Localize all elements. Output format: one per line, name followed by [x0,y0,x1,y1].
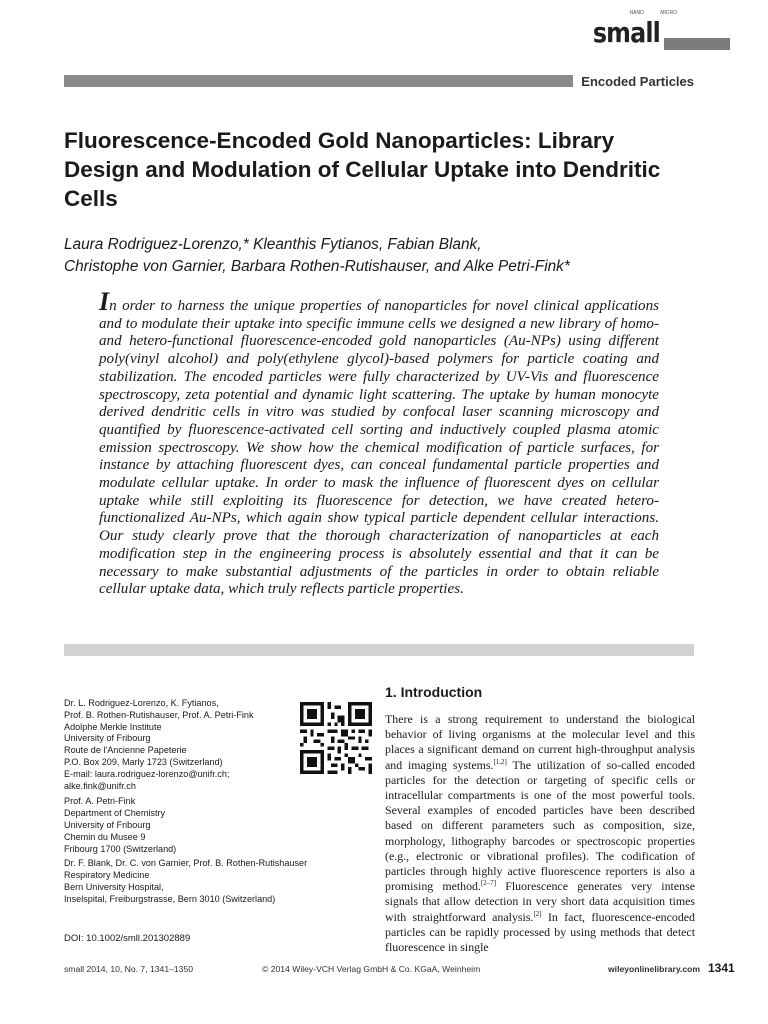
introduction-paragraph [385,712,695,955]
footer-copyright: © 2014 Wiley-VCH Verlag GmbH & Co. KGaA, Weinheim [262,964,481,974]
logo-bar [664,38,730,50]
author-list [64,234,704,278]
introduction-heading: 1. Introduction [385,684,483,700]
authors-line-2: Christophe von Garnier, Barbara Rothen-Rutishauser, and Alke Petri-Fink* [64,258,570,275]
logo-nano-text: NANO [629,10,644,16]
article-title: Fluorescence-Encoded Gold Nanoparticles: Library Design and Modulation of Cellular Uptake into Dendritic Cells [64,128,661,211]
citation-ref[interactable]: [2] [533,909,542,918]
intro-text-3: Fluorescence generates very intense signals that allow detection in very short data acquisition times with straightforward analysis. [385,879,695,924]
citation-ref[interactable]: [2–7] [480,879,497,888]
logo-micro-text: MICRO [660,10,677,16]
qr-code[interactable] [300,702,372,774]
abstract-text: n order to harness the unique properties of nanoparticles for novel clinical applications and to modulate their uptake into specific immune cells we designed a new library of homo- and hetero-functional fluorescence-encoded gold nanoparticles (Au-NPs) using different poly(vinyl alcohol) and poly(ethylene glycol)-based polymers for particle coating and stabilization. The encoded particles were fully characterized by UV-Vis and fluorescence spectroscopy, zeta potential and dynamic light scattering. The uptake by human monocyte derived dendritic cells in vitro was studied by confocal laser scanning microscopy and quantified by fluorescence-activated cell sorting and inductively coupled plasma atomic emission spectroscopy. We show how the chemical modification of particle surfaces, for instance by attaching fluorescent dyes, can conceal fundamental particle properties and modulate cellular uptake. In order to mask the influence of fluorescent dyes on cellular uptake while still exploiting its fluorescence for detection, we have created hetero-functionalized Au-NPs, which again show typical particle dependent cellular interactions. Our study clearly prove that the thorough characterization of nanoparticles at each modification step in the engineering process is absolutely essential and that it can be necessary to make substantial adjustments of the particles in order to obtain reliable cellular uptake data, which truly reflects particle properties. [99,298,659,598]
authors-line-1: Laura Rodriguez-Lorenzo,* Kleanthis Fytianos, Fabian Blank, [64,236,482,253]
affiliation-block-2: Prof. A. Petri-Fink Department of Chemistry University of Fribourg Chemin du Musee 9 Fribourg 1700 (Switzerland) [64,796,177,854]
separator-bar [64,644,694,656]
affiliation-block-3: Dr. F. Blank, Dr. C. von Garnier, Prof. B. Rothen-Rutishauser Respiratory Medicine Bern University Hospital, Inselspital, Freiburgstrasse, Bern 3010 (Switzerland) [64,858,308,904]
affiliation-block-1: Dr. L. Rodriguez-Lorenzo, K. Fytianos, Prof. B. Rothen-Rutishauser, Prof. A. Petri-Fink Adolphe Merkle Institute University of Fribourg Route de l'Ancienne Papeterie P.O. Box 209, Marly 1723 (Switzerland) E-mail: laura.rodriguez-lorenzo@unifr.ch; alke.fink@unifr.ch [64,698,254,791]
footer-website-link[interactable]: wileyonlinelibrary.com [608,964,701,974]
intro-text-4: In fact, fluorescence-encoded particles can be rapidly processed by using methods that detect fluorescence in single [385,909,696,955]
citation-ref[interactable]: [1,2] [493,757,507,766]
footer-citation: small 2014, 10, No. 7, 1341–1350 [64,964,193,974]
doi: DOI: 10.1002/smll.201302889 [64,933,191,944]
abstract-dropcap: I [99,287,110,316]
intro-text-2: The utilization of so-called encoded particles for the detection or targeting of specific cells or intracellular compartments is one of the most powerful tools. Several examples of encoded particles have been described based on different parameters such as composition, size, morphology, lithography barcodes or spectroscopic properties (e.g., electronic or vibrational profiles). The codification of particles through highly active fluorescence reporters is also a promising method. [385,757,695,894]
logo-small-text: small [592,16,660,49]
page-number: 1341 [708,961,735,975]
intro-text-1: There is a strong requirement to understand the biological behavior of living organisms at the molecular level and this places a significant demand on current high-throughput analysis and imaging systems. [385,712,695,772]
abstract [99,287,659,599]
section-label: Encoded Particles [573,74,694,89]
journal-logo [590,6,730,50]
